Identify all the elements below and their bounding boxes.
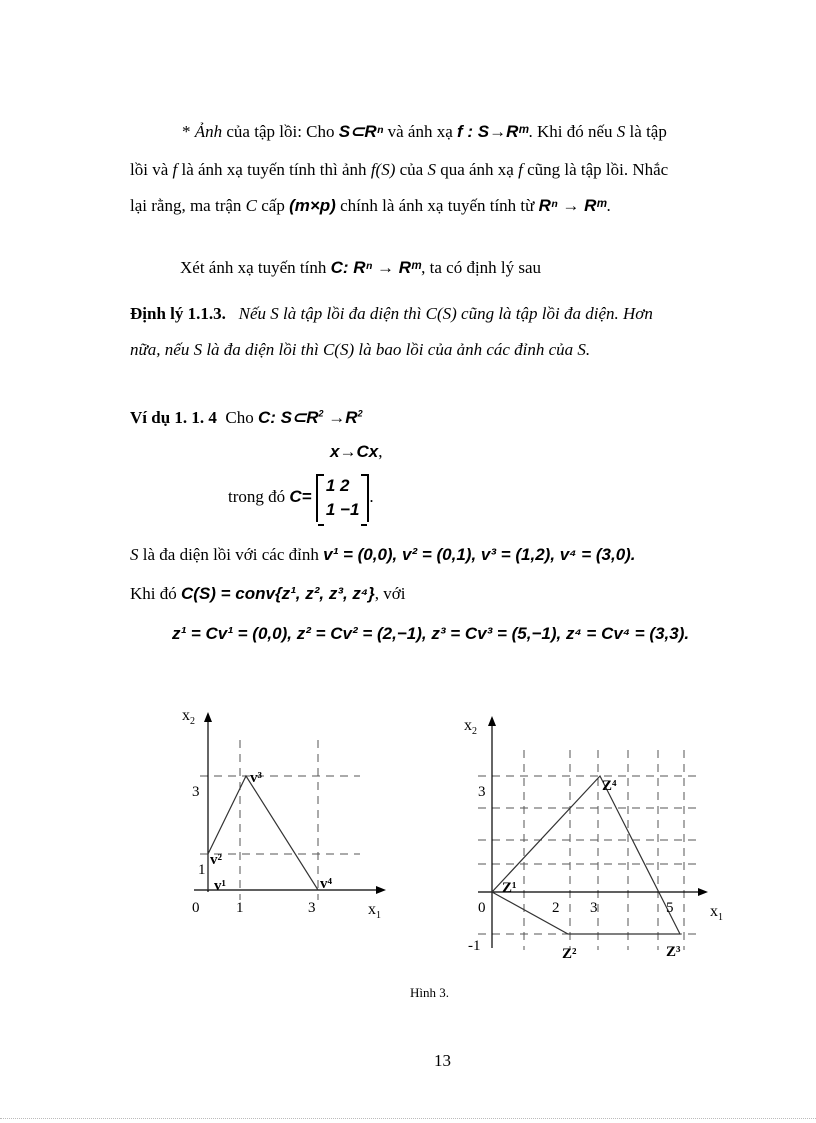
label-z4: Z⁴ [602, 778, 617, 794]
tick-x-3: 3 [590, 900, 598, 916]
para1-line1: * Ảnh của tập lồi: Cho S⊂Rⁿ và ánh xạ f : S→Rᵐ. Khi đó nếu S là tập [182, 122, 667, 141]
polygon-cs [492, 776, 680, 934]
footer-rule [0, 1118, 816, 1119]
theorem-line1: Định lý 1.1.3. Nếu S là tập lồi đa diện thì C(S) cũng là tập lồi đa diện. Hơn [130, 304, 653, 323]
axis-x-label: $x_1$ [368, 901, 381, 921]
example-map-line: x→Cx, [330, 442, 383, 461]
figure-right [448, 700, 738, 970]
tick-x-0: 0 [192, 900, 200, 916]
y-axis-arrow [488, 716, 496, 726]
tick-x-5: 5 [666, 900, 674, 916]
axis-x-label: $x_1$ [710, 903, 723, 923]
theorem-line2: nữa, nếu S là đa diện lồi thì C(S) là bao lồi của ảnh các đỉnh của S. [130, 340, 591, 359]
label-v1: v¹ [214, 878, 226, 894]
tick-x-3: 3 [308, 900, 316, 916]
para1-line3: lại rằng, ma trận C cấp (m×p) chính là ánh xạ tuyến tính từ Rⁿ → Rᵐ. [130, 196, 611, 215]
page-number: 13 [434, 1051, 451, 1070]
label-v3: v³ [250, 770, 262, 786]
label-z1: Z¹ [502, 880, 517, 896]
label-v2: v² [210, 852, 222, 868]
example-conv-line: Khi đó C(S) = conv{z¹, z², z³, z⁴}, với [130, 584, 406, 603]
axis-y-label: $x_2$ [464, 717, 477, 737]
example-label: Ví dụ 1. 1. 4 [130, 408, 217, 427]
label-z3: Z³ [666, 944, 681, 960]
y-axis-arrow [204, 712, 212, 722]
example-z-line: z¹ = Cv¹ = (0,0), z² = Cv² = (2,−1), z³ = Cv³ = (5,−1), z⁴ = Cv⁴ = (3,3). [172, 624, 690, 643]
example-vertices-line: S là đa diện lồi với các đỉnh v¹ = (0,0), v² = (0,1), v³ = (1,2), v⁴ = (3,0). [130, 545, 636, 564]
x-axis-arrow [698, 888, 708, 896]
para1-line2: lồi và f là ánh xạ tuyến tính thì ảnh f(S) của S qua ánh xạ f cũng là tập lồi. Nhắc [130, 160, 669, 179]
example-matrix-line: trong đó C= 1 2 1 −1 . [228, 474, 374, 522]
label-v4: v⁴ [320, 876, 332, 892]
tick-x-0: 0 [478, 900, 486, 916]
para2: Xét ánh xạ tuyến tính C: Rⁿ → Rᵐ, ta có định lý sau [180, 258, 542, 277]
matrix-c: 1 2 1 −1 [316, 474, 370, 522]
axis-y-label: $x_2$ [182, 707, 195, 727]
figure-left [170, 700, 400, 930]
theorem-label: Định lý 1.1.3. [130, 304, 226, 323]
polygon-s [208, 776, 318, 890]
tick-y-neg1: -1 [468, 938, 481, 954]
tick-x-2: 2 [552, 900, 560, 916]
tick-y-3: 3 [192, 784, 200, 800]
tick-x-1: 1 [236, 900, 244, 916]
example-line1: Ví dụ 1. 1. 4 Cho C: $S\subset R^2 \to R^2$ [130, 408, 363, 427]
x-axis-arrow [376, 886, 386, 894]
tick-y-3: 3 [478, 784, 486, 800]
tick-y-1: 1 [198, 862, 206, 878]
figure-caption: Hình 3. [410, 985, 449, 1000]
label-z2: Z² [562, 946, 577, 962]
